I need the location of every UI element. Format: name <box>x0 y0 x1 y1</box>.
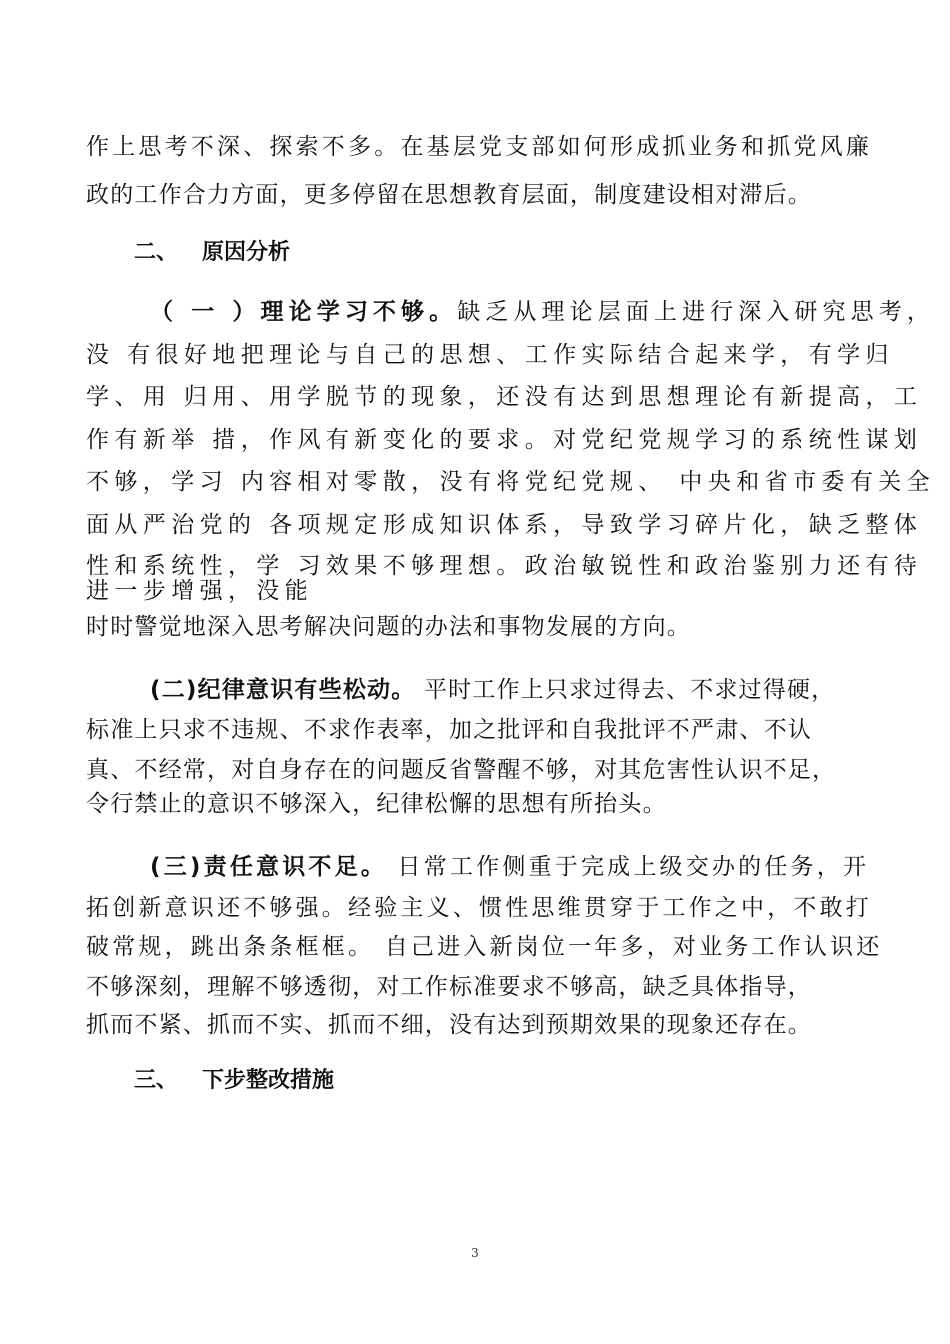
paragraph-1-label: （ 一 ）理论学习不够。 <box>150 299 458 325</box>
paragraph-3-first-line <box>150 852 869 882</box>
paragraph-1-lead: 缺乏从理论层面上进行深入研究思考， <box>457 299 935 325</box>
body-line: 面从严治党的 各项规定形成知识体系，导致学习碎片化，缺乏整体 <box>86 512 923 538</box>
paragraph-2-lead: 平时工作上只求过得去、不求过得硬， <box>415 677 836 703</box>
section-heading-2 <box>134 238 290 268</box>
body-line: 不够，学习 内容相对零散，没有将党纪党规、 中央和省市委有关全 <box>86 469 936 495</box>
body-line: 时时警觉地深入思考解决问题的办法和事物发展的方向。 <box>86 614 691 640</box>
paragraph-3-lead: 日常工作侧重于完成上级交办的任务，开 <box>387 854 870 880</box>
body-line: 标准上只求不违规、不求作表率，加之批评和自我批评不严肃、不认 <box>86 717 812 743</box>
page-number: 3 <box>471 1246 479 1260</box>
section-title: 下步整改措施 <box>202 1068 335 1093</box>
body-line: 抓而不紧、抓而不实、抓而不细，没有达到预期效果的现象还存在。 <box>86 1012 812 1038</box>
body-line: 作有新举 措，作风有新变化的要求。对党纪党规学习的系统性谋划 <box>86 427 923 453</box>
body-line: 破常规，跳出条条框框。 自己进入新岗位一年多，对业务工作认识还 <box>86 934 883 960</box>
body-line: 没 有很好地把理论与自己的思想、工作实际结合起来学，有学归 <box>86 342 894 368</box>
body-line: 作上思考不深、探索不多。在基层党支部如何形成抓业务和抓党风廉 <box>86 134 872 160</box>
section-heading-3 <box>134 1066 334 1096</box>
paragraph-1-first-line <box>150 297 935 327</box>
body-line: 学、用 归用、用学脱节的现象，还没有达到思想理论有新提高，工 <box>86 384 923 410</box>
body-line: 进一步增强，没能 <box>86 578 314 604</box>
body-line: 性和系统性，学 习效果不够理想。政治敏锐性和政治鉴别力还有待 <box>86 553 923 579</box>
body-line: 不够深刻，理解不够透彻，对工作标准要求不够高，缺乏具体指导， <box>86 974 812 1000</box>
section-number: 二、 <box>134 240 179 265</box>
body-line: 令行禁止的意识不够深入，纪律松懈的思想有所抬头。 <box>86 791 667 817</box>
paragraph-2-label: (二)纪律意识有些松动。 <box>150 677 416 703</box>
body-line: 真、不经常，对自身存在的问题反省警醒不够，对其危害性认识不足， <box>86 757 837 783</box>
body-line: 政的工作合力方面，更多停留在思想教育层面，制度建设相对滞后。 <box>86 182 812 208</box>
section-number: 三、 <box>134 1068 179 1093</box>
body-line: 拓创新意识还不够强。经验主义、惯性思维贯穿于工作之中，不敢打 <box>86 895 872 921</box>
paragraph-3-label: (三)责任意识不足。 <box>150 854 388 880</box>
paragraph-2-first-line <box>150 675 835 705</box>
section-title: 原因分析 <box>202 240 291 265</box>
